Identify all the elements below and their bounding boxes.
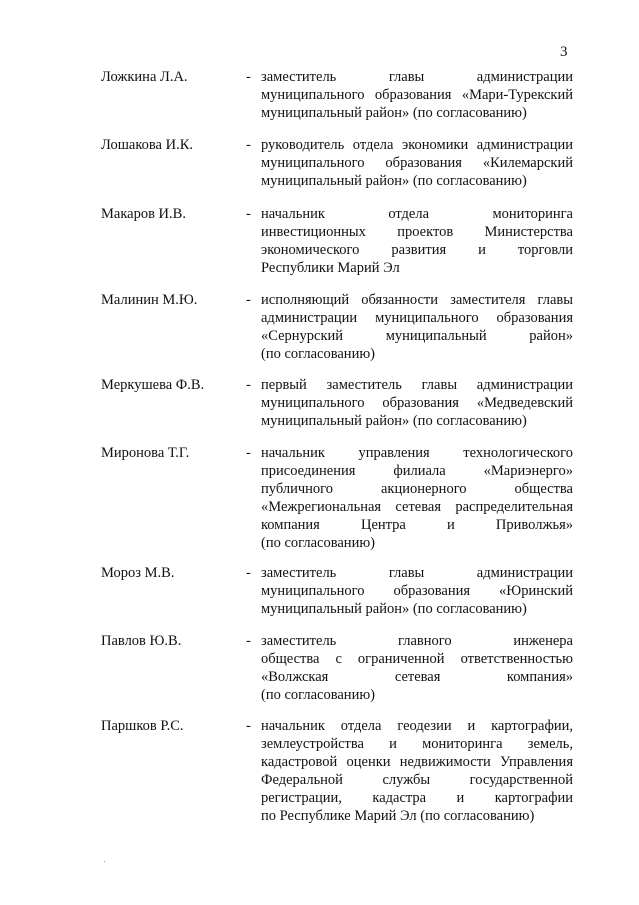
position-line: присоединения филиала «Мариэнерго»: [261, 463, 573, 479]
position-line: муниципальный район» (по согласованию): [261, 413, 527, 429]
member-position: [261, 564, 573, 618]
position-line: муниципального образования «Юринский: [261, 583, 573, 599]
dash-separator: -: [246, 445, 251, 461]
position-line: по Республике Марий Эл (по согласованию): [261, 808, 535, 824]
position-line: публичного акционерного общества: [261, 481, 573, 497]
position-line: администрации муниципального образования: [261, 310, 573, 326]
position-line: руководитель отдела экономики администрации: [261, 137, 573, 153]
member-position: [261, 205, 573, 277]
dash-separator: -: [246, 718, 251, 734]
position-line: Федеральной службы государственной: [261, 772, 573, 788]
member-name: Лошакова И.К.: [101, 137, 193, 153]
position-line: первый заместитель главы администрации: [261, 377, 573, 393]
position-line: Республики Марий Эл: [261, 260, 400, 276]
position-line: муниципальный район» (по согласованию): [261, 105, 527, 121]
member-position: [261, 632, 573, 704]
member-name: Мороз М.В.: [101, 565, 175, 581]
position-line: землеустройства и мониторинга земель,: [261, 736, 573, 752]
position-line: (по согласованию): [261, 687, 375, 703]
position-line: (по согласованию): [261, 346, 375, 362]
position-line: экономического развития и торговли: [261, 242, 573, 258]
dash-separator: -: [246, 377, 251, 393]
position-line: «Межрегиональная сетевая распределительная: [261, 499, 573, 515]
position-line: инвестиционных проектов Министерства: [261, 224, 573, 240]
member-name: Ложкина Л.А.: [101, 69, 188, 85]
position-line: начальник отдела геодезии и картографии,: [261, 718, 573, 734]
position-line: регистрации, кадастра и картографии: [261, 790, 573, 806]
dash-separator: -: [246, 292, 251, 308]
position-line: общества с ограниченной ответственностью: [261, 651, 573, 667]
position-line: (по согласованию): [261, 535, 375, 551]
position-line: заместитель главы администрации: [261, 565, 573, 581]
position-line: начальник управления технологического: [261, 445, 573, 461]
position-line: «Сернурский муниципальный район»: [261, 328, 573, 344]
page-number: 3: [560, 44, 568, 60]
position-line: исполняющий обязанности заместителя главы: [261, 292, 573, 308]
dash-separator: -: [246, 137, 251, 153]
dash-separator: -: [246, 69, 251, 85]
position-line: муниципального образования «Килемарский: [261, 155, 573, 171]
position-line: заместитель главного инженера: [261, 633, 573, 649]
position-line: заместитель главы администрации: [261, 69, 573, 85]
member-name: Макаров И.В.: [101, 206, 186, 222]
member-name: Меркушева Ф.В.: [101, 377, 205, 393]
position-line: муниципальный район» (по согласованию): [261, 601, 527, 617]
member-name: Миронова Т.Г.: [101, 445, 190, 461]
scan-speck: [104, 861, 105, 862]
member-name: Малинин М.Ю.: [101, 292, 198, 308]
member-position: [261, 376, 573, 430]
dash-separator: -: [246, 206, 251, 222]
member-position: [261, 444, 573, 552]
position-line: компания Центра и Приволжья»: [261, 517, 573, 533]
member-position: [261, 717, 573, 825]
dash-separator: -: [246, 633, 251, 649]
member-position: [261, 291, 573, 363]
position-line: муниципального образования «Мари-Турекский: [261, 87, 573, 103]
member-name: Паршков Р.С.: [101, 718, 184, 734]
member-position: [261, 136, 573, 190]
position-line: начальник отдела мониторинга: [261, 206, 573, 222]
position-line: кадастровой оценки недвижимости Управления: [261, 754, 573, 770]
position-line: «Волжская сетевая компания»: [261, 669, 573, 685]
member-position: [261, 68, 573, 122]
position-line: муниципальный район» (по согласованию): [261, 173, 527, 189]
member-name: Павлов Ю.В.: [101, 633, 182, 649]
dash-separator: -: [246, 565, 251, 581]
position-line: муниципального образования «Медведевский: [261, 395, 573, 411]
